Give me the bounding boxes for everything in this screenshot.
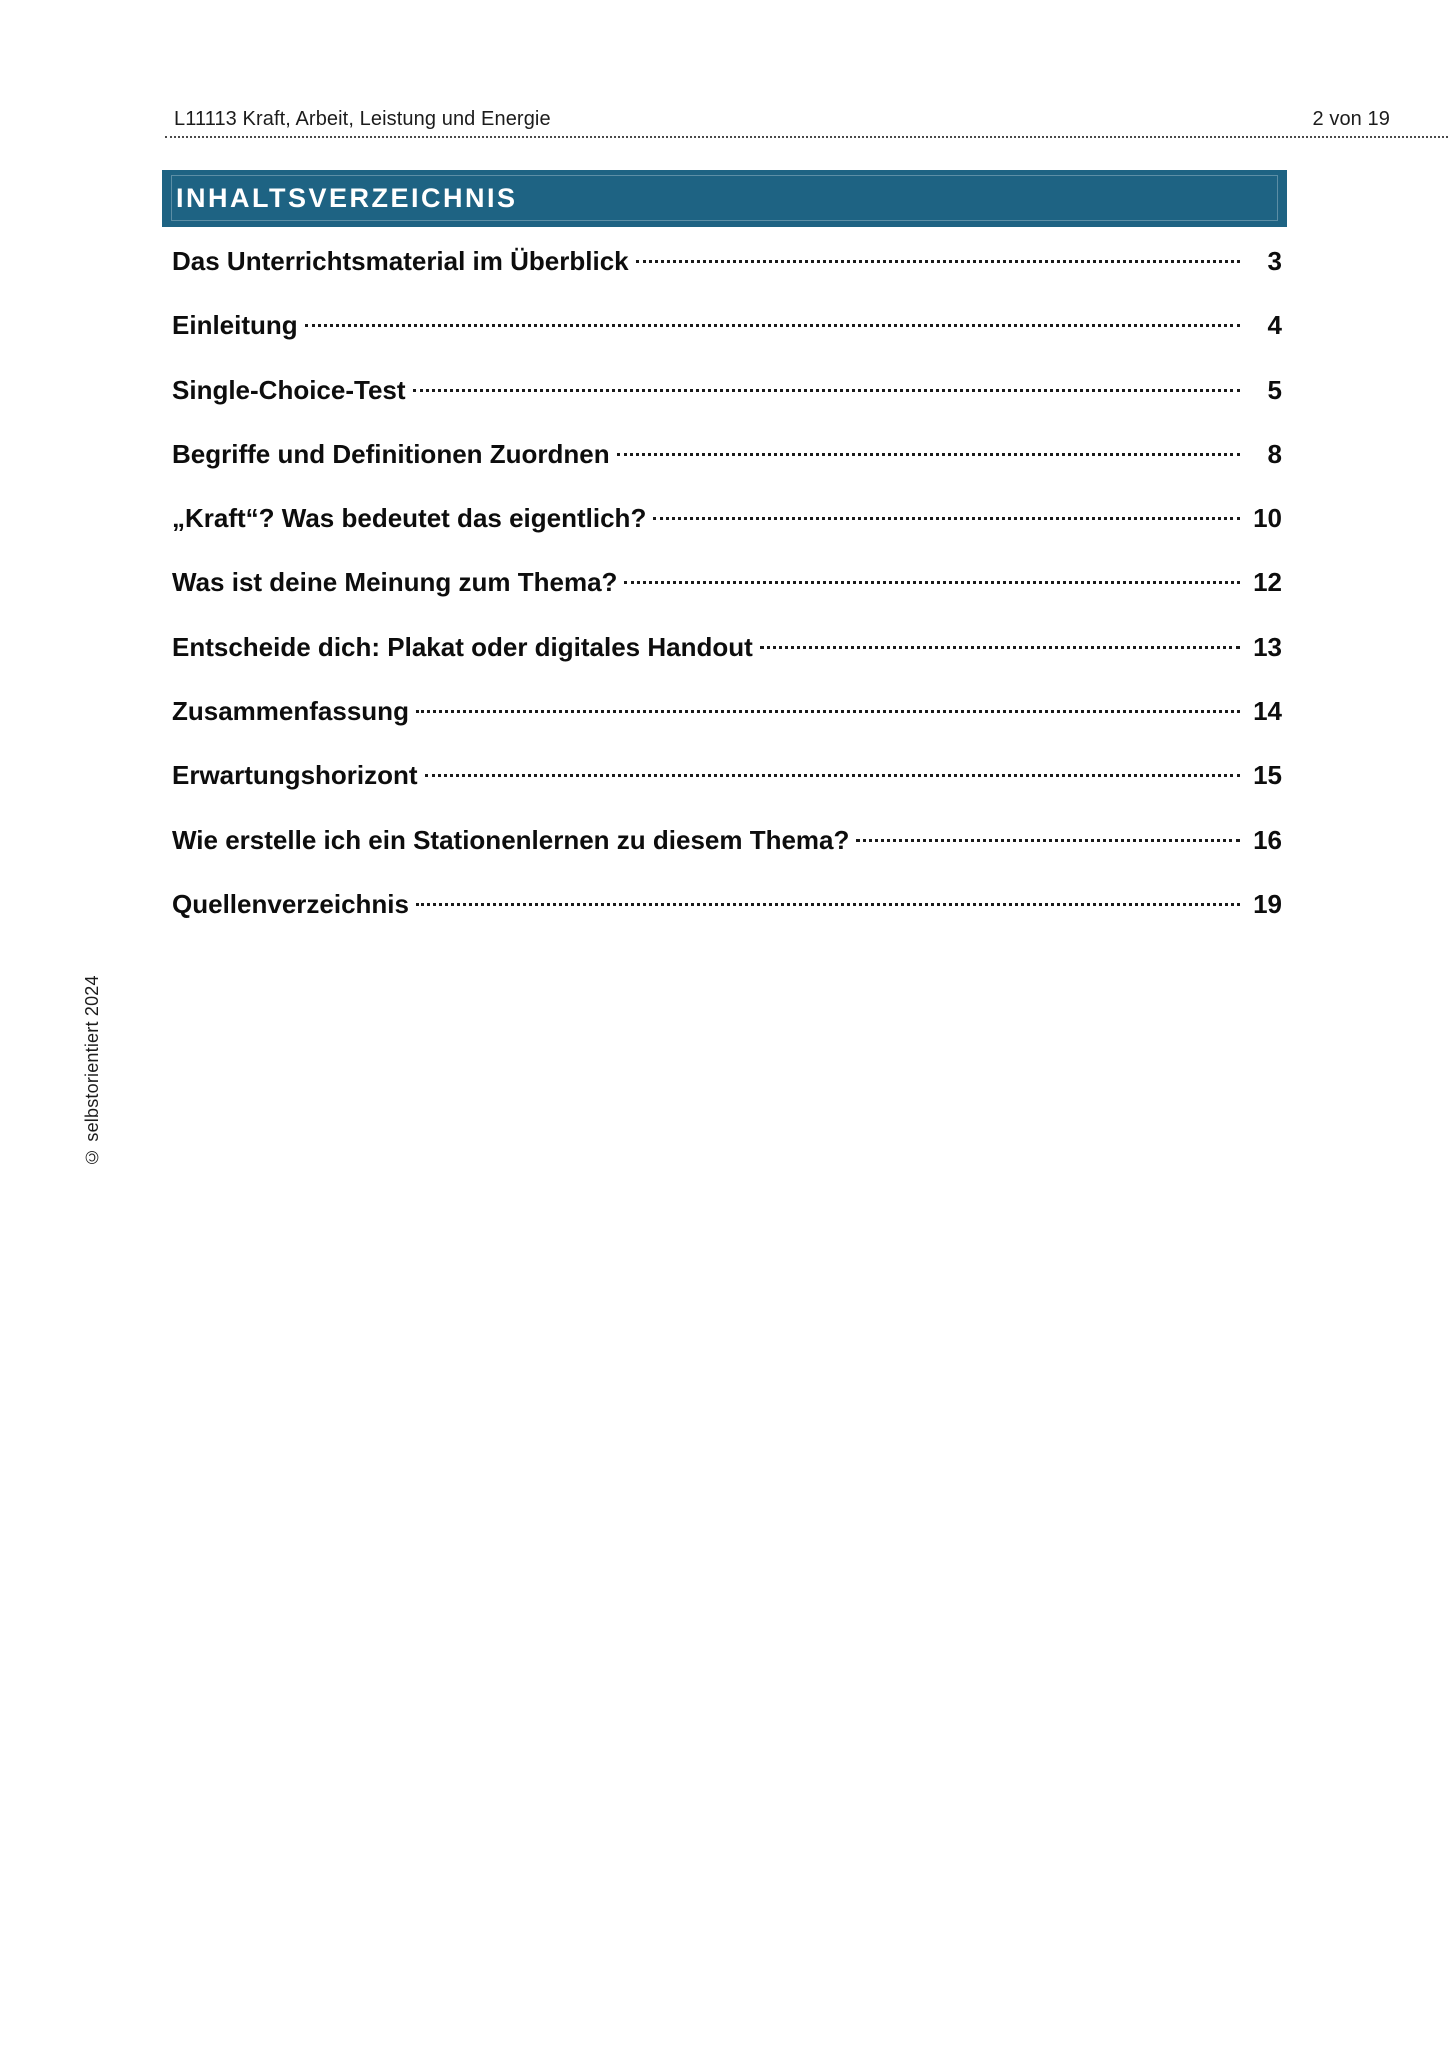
toc-entry-label: Zusammenfassung — [172, 696, 409, 727]
toc-leader-dots — [416, 710, 1240, 713]
toc-entry[interactable] — [172, 550, 1282, 614]
toc-entry[interactable] — [172, 358, 1282, 422]
toc-leader-dots — [413, 389, 1240, 392]
toc-entry-page: 19 — [1253, 888, 1282, 919]
toc-entry[interactable] — [172, 808, 1282, 872]
toc-entry-label: Erwartungshorizont — [172, 760, 418, 791]
toc-leader-dots — [653, 517, 1240, 520]
toc-entry[interactable] — [172, 422, 1282, 486]
toc-entry-label: Einleitung — [172, 310, 298, 341]
toc-title-bar — [162, 170, 1287, 227]
toc-entry[interactable] — [172, 229, 1282, 293]
toc-entry[interactable] — [172, 872, 1282, 936]
toc-leader-dots — [856, 839, 1240, 842]
toc-title: INHALTSVERZEICHNIS — [176, 183, 518, 213]
toc-entry[interactable] — [172, 486, 1282, 550]
toc-entry-page: 13 — [1253, 631, 1282, 662]
toc-entry-page: 3 — [1267, 246, 1282, 276]
toc-entry-page: 5 — [1267, 374, 1282, 405]
toc-entry[interactable] — [172, 743, 1282, 807]
toc-entry-label: Begriffe und Definitionen Zuordnen — [172, 438, 610, 469]
toc-list — [172, 229, 1282, 936]
toc-entry-page: 10 — [1253, 503, 1282, 534]
toc-entry[interactable] — [172, 293, 1282, 357]
toc-leader-dots — [305, 324, 1240, 327]
toc-entry-label: Wie erstelle ich ein Stationenlernen zu diesem Thema? — [172, 824, 850, 855]
toc-entry-page: 16 — [1253, 824, 1282, 855]
toc-entry[interactable] — [172, 615, 1282, 679]
toc-entry-page: 15 — [1253, 760, 1282, 791]
toc-leader-dots — [425, 774, 1240, 777]
toc-leader-dots — [636, 260, 1240, 263]
toc-entry-page: 8 — [1267, 438, 1282, 469]
toc-entry-page: 14 — [1253, 696, 1282, 727]
toc-entry-page: 12 — [1253, 567, 1282, 598]
toc-entry-label: Was ist deine Meinung zum Thema? — [172, 567, 618, 598]
toc-entry-label: Quellenverzeichnis — [172, 888, 409, 919]
toc-leader-dots — [617, 453, 1240, 456]
toc-leader-dots — [624, 581, 1240, 584]
toc-entry-label: Entscheide dich: Plakat oder digitales Handout — [172, 631, 753, 662]
toc-entry-label: „Kraft“? Was bedeutet das eigentlich? — [172, 503, 647, 534]
toc-leader-dots — [416, 903, 1240, 906]
toc-entry[interactable] — [172, 679, 1282, 743]
page-indicator: 2 von 19 — [1312, 108, 1390, 130]
toc-leader-dots — [760, 646, 1240, 649]
page-header — [165, 84, 1448, 138]
copyright-vertical-label: © selbstorientiert 2024 — [82, 975, 102, 1167]
toc-entry-label: Single-Choice-Test — [172, 374, 406, 405]
doc-code: L11113 Kraft, Arbeit, Leistung und Energie — [174, 108, 551, 130]
toc-entry-page: 4 — [1267, 310, 1282, 341]
toc-entry-label: Das Unterrichtsmaterial im Überblick — [172, 246, 629, 276]
